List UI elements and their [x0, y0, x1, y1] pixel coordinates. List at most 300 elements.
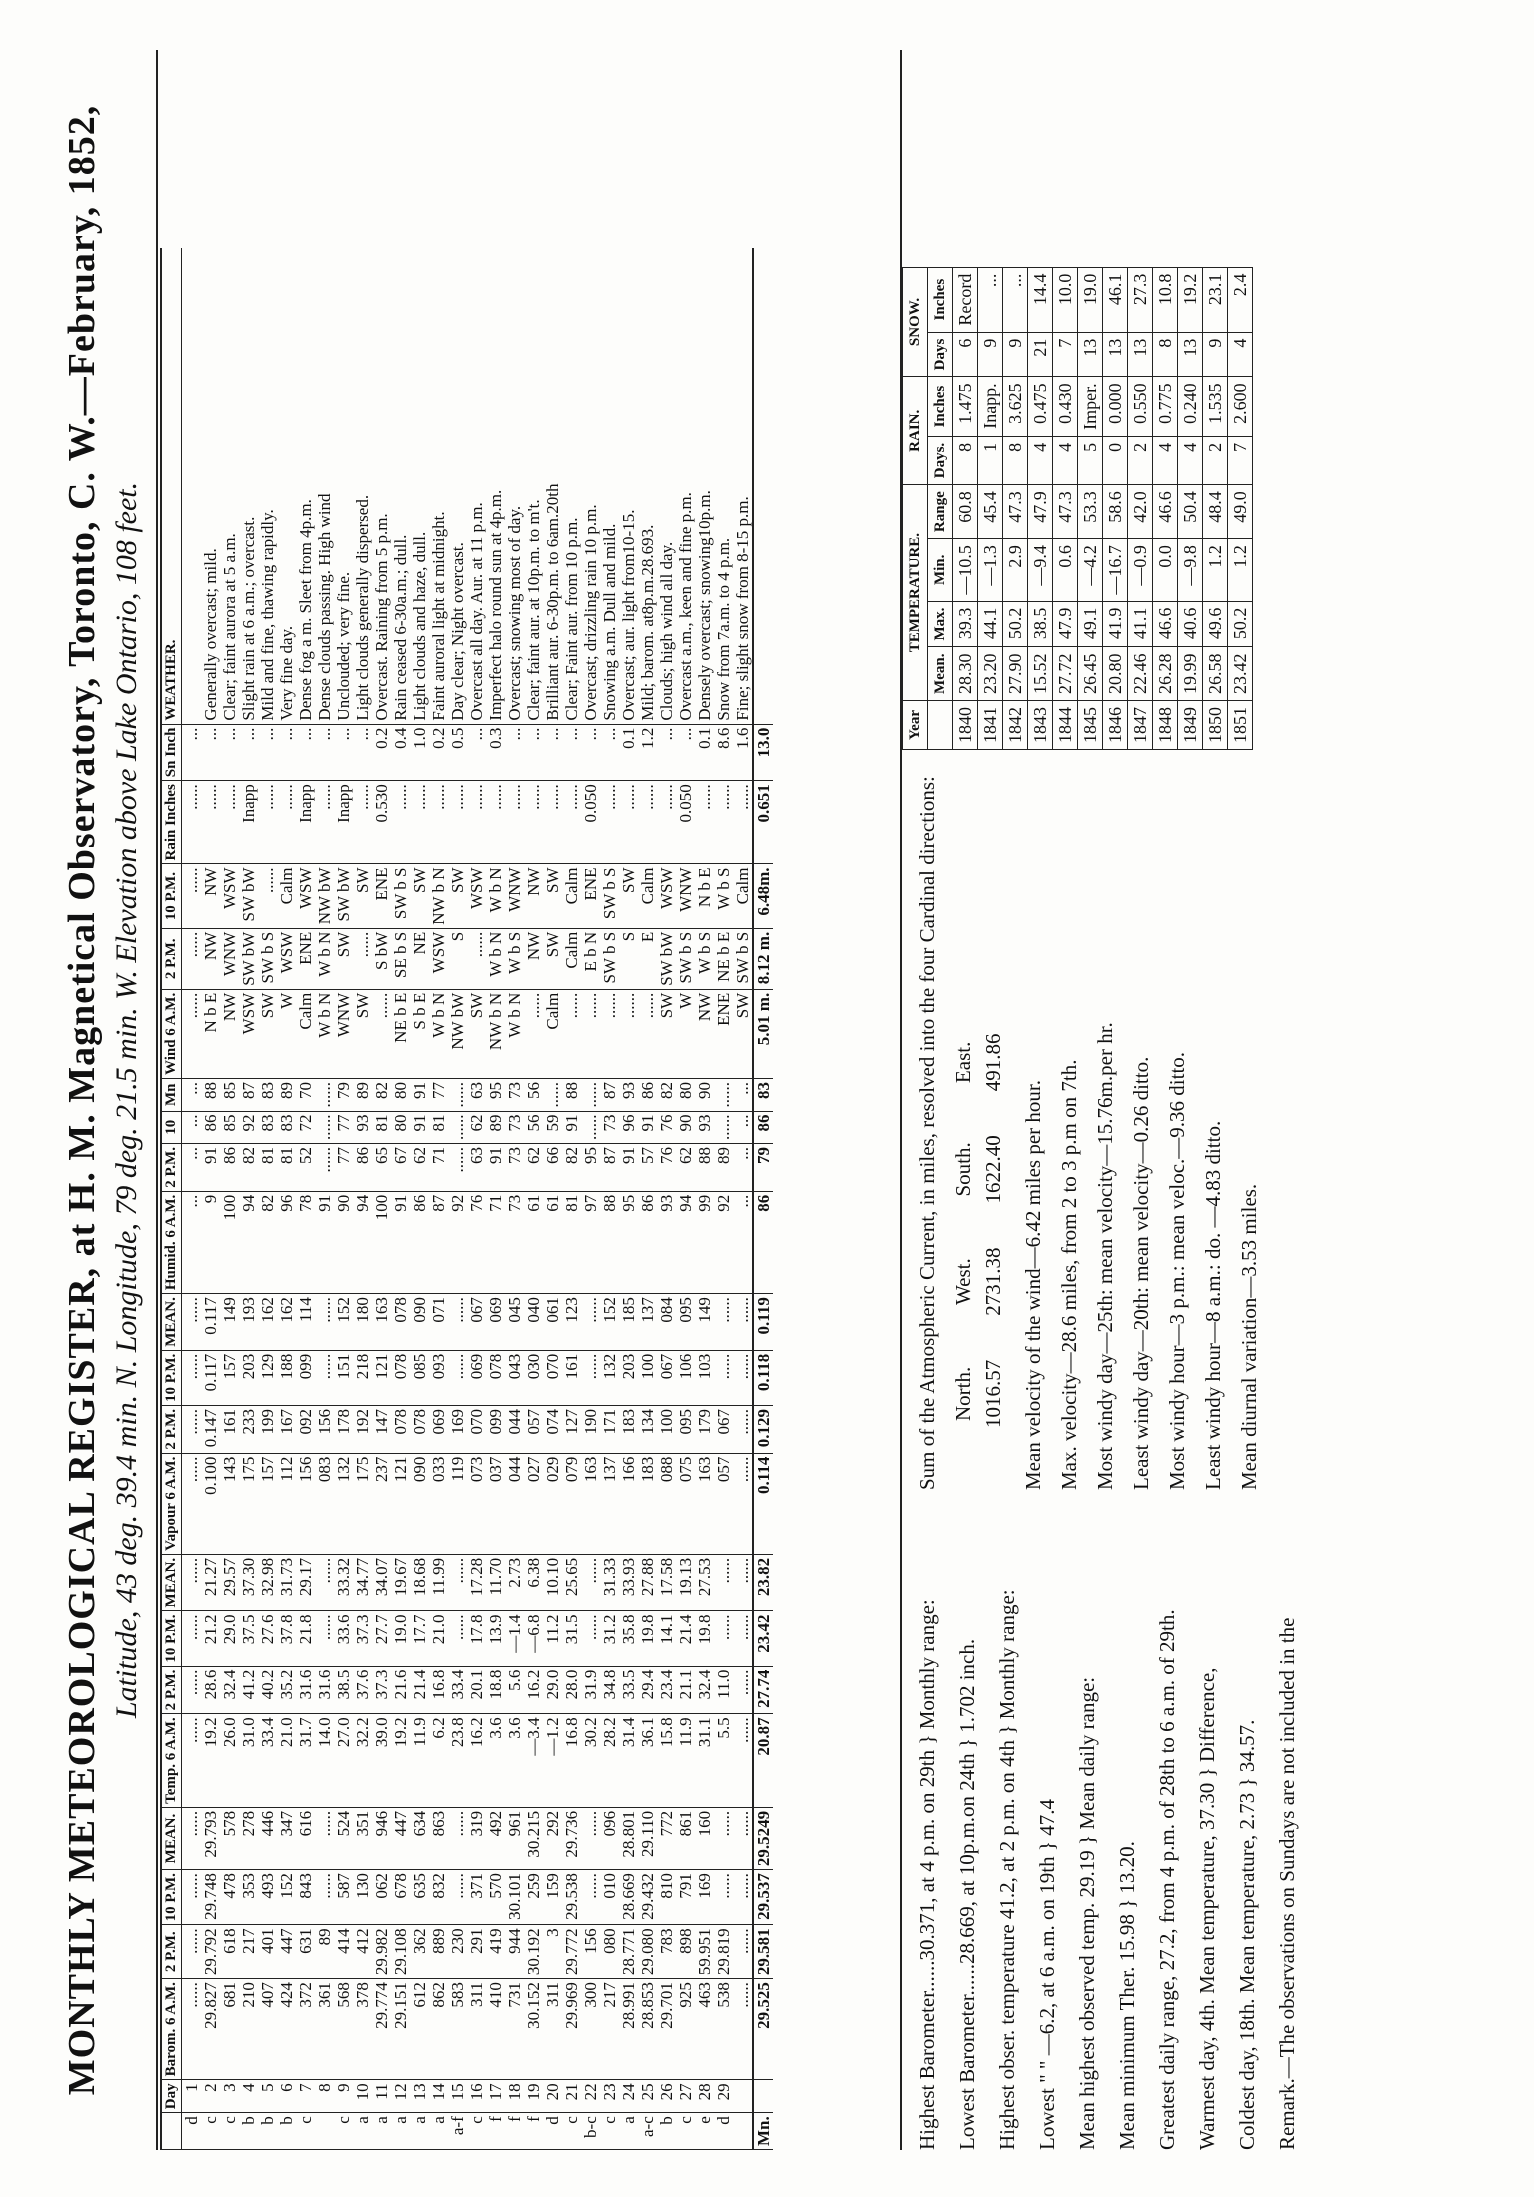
table-cell: W b S [505, 928, 524, 989]
table-cell: 612 [410, 1979, 429, 2080]
table-cell: 37.6 [353, 1666, 372, 1714]
table-cell: —1.4 [505, 1611, 524, 1666]
table-cell: 129 [258, 1350, 277, 1405]
table-cell: Overcast; aur. light from10-15. [619, 248, 638, 725]
table-cell: SW [334, 928, 353, 989]
stats-row [1203, 267, 1228, 749]
table-cell [733, 2080, 753, 2113]
table-cell: ...... [733, 1611, 753, 1666]
table-cell: 0.2 [429, 724, 448, 781]
means-cell: 86 [753, 1111, 773, 1144]
means-cell [753, 248, 773, 725]
table-cell: 91 [391, 1191, 410, 1293]
stats-cell: ... [978, 267, 1003, 332]
table-cell: ...... [733, 1714, 753, 1808]
table-cell: 171 [600, 1405, 619, 1453]
table-cell: 73 [600, 1111, 619, 1144]
table-cell: 27.53 [695, 1554, 714, 1611]
table-cell: 634 [410, 1807, 429, 1869]
table-cell: ...... [505, 781, 524, 864]
table-cell: 088 [657, 1453, 676, 1554]
table-cell: 29.774 [372, 1979, 391, 2080]
table-cell: 13.9 [486, 1611, 505, 1666]
stats-cell: 47.3 [1053, 485, 1078, 539]
stats-cell: 13 [1128, 332, 1153, 377]
table-cell: 94 [676, 1191, 695, 1293]
table-cell: Clear; Faint aur. from 10 p.m. [562, 248, 581, 725]
column-header: Temp. 6 A.M. [161, 1714, 182, 1808]
table-cell: 121 [372, 1350, 391, 1405]
table-cell [733, 2113, 753, 2150]
table-row [638, 248, 657, 2150]
stats-cell: 48.4 [1203, 485, 1228, 539]
table-cell: 16.8 [562, 1714, 581, 1808]
table-row [239, 248, 258, 2150]
means-cell: 20.87 [753, 1714, 773, 1808]
table-cell: 89 [315, 1925, 334, 1979]
table-cell: 075 [676, 1453, 695, 1554]
table-cell: Mild and fine, thawing rapidly. [258, 248, 277, 725]
means-cell: 0.114 [753, 1453, 773, 1554]
table-cell: 40.2 [258, 1666, 277, 1714]
table-cell: 88 [562, 1079, 581, 1112]
table-cell: ...... [714, 1611, 733, 1666]
table-cell: 401 [258, 1925, 277, 1979]
table-cell: ...... [182, 1294, 202, 1351]
table-cell: 378 [353, 1979, 372, 2080]
stats-cell: Imper. [1078, 377, 1103, 437]
note-line: Lowest " " —6.2, at 6 a.m. on 19th } 47.4 [1035, 1799, 1059, 2150]
table-cell: ... [676, 724, 695, 781]
table-cell: 861 [676, 1807, 695, 1869]
table-cell: Clouds; high wind all day. [657, 248, 676, 725]
table-cell: 10.10 [543, 1554, 562, 1611]
table-cell: SW [353, 864, 372, 928]
table-row [714, 248, 733, 2150]
table-cell: 31.0 [239, 1714, 258, 1808]
table-cell: 28.2 [600, 1714, 619, 1808]
stats-cell: 46.6 [1153, 601, 1178, 647]
table-cell: ...... [182, 1714, 202, 1808]
means-cell: Mn. [753, 2113, 773, 2150]
table-cell: 152 [334, 1294, 353, 1351]
table-cell: 190 [581, 1405, 600, 1453]
table-cell: 71 [486, 1191, 505, 1293]
table-cell: 31.73 [277, 1554, 296, 1611]
table-cell: 19.0 [391, 1611, 410, 1666]
table-cell: ...... [182, 1925, 202, 1979]
table-row [600, 248, 619, 2150]
table-cell [182, 248, 202, 725]
table-cell: 73 [505, 1111, 524, 1144]
table-cell: ...... [182, 864, 202, 928]
table-cell: 27.88 [638, 1554, 657, 1611]
table-cell: 39.0 [372, 1714, 391, 1808]
table-cell: 34.77 [353, 1554, 372, 1611]
table-cell: 27 [676, 2080, 695, 2113]
stats-cell: 27.90 [1003, 647, 1028, 701]
table-cell: 078 [391, 1405, 410, 1453]
table-cell: 147 [372, 1405, 391, 1453]
table-cell: 86 [201, 1111, 220, 1144]
table-cell: 16.2 [524, 1666, 543, 1714]
table-cell: 27.7 [372, 1611, 391, 1666]
table-cell: 078 [486, 1350, 505, 1405]
table-cell: ...... [714, 1079, 733, 1112]
table-cell: ...... [258, 864, 277, 928]
table-body [182, 248, 774, 2150]
column-header: 2 P.M. [161, 1144, 182, 1192]
table-header-row [161, 248, 182, 2150]
table-cell: ...... [543, 781, 562, 864]
wind-line: Max. velocity—28.6 miles, from 2 to 3 p.m on 7th. [1057, 1059, 1081, 1490]
table-cell: 37.8 [277, 1611, 296, 1666]
table-cell: a [353, 2113, 372, 2150]
table-cell: NW [220, 989, 239, 1078]
table-cell: ...... [714, 1294, 733, 1351]
table-cell: 22 [581, 2080, 600, 2113]
table-cell: 21.27 [201, 1554, 220, 1611]
table-cell: d [182, 2113, 202, 2150]
table-cell: 092 [296, 1405, 315, 1453]
table-row [391, 248, 410, 2150]
column-header: Barom. 6 A.M. [161, 1979, 182, 2080]
table-cell: W b S [695, 928, 714, 989]
means-cell: 29.581 [753, 1925, 773, 1979]
table-cell: SW [543, 864, 562, 928]
table-cell: 82 [258, 1191, 277, 1293]
table-cell: 9 [334, 2080, 353, 2113]
register-title: MONTHLY METEOROLOGICAL REGISTER, at H. M. Magnetical Observatory, Toronto, C. W.—February, 1852, [61, 104, 103, 2096]
table-cell: 033 [429, 1453, 448, 1554]
table-cell: NW b N [429, 864, 448, 928]
table-cell: Overcast a.m., keen and fine p.m. [676, 248, 695, 725]
stats-cell: 4 [1028, 436, 1053, 484]
stats-body [953, 267, 1253, 749]
table-cell: ...... [562, 781, 581, 864]
table-cell: 073 [467, 1453, 486, 1554]
table-cell: 31.6 [296, 1666, 315, 1714]
table-cell: 19.8 [638, 1611, 657, 1666]
stats-row [953, 267, 978, 749]
table-cell: 0.530 [372, 781, 391, 864]
table-cell: a [429, 2113, 448, 2150]
table-cell: 7 [296, 2080, 315, 2113]
table-cell: c [676, 2113, 695, 2150]
table-row [676, 248, 695, 2150]
table-cell: 783 [657, 1925, 676, 1979]
table-cell: 199 [258, 1405, 277, 1453]
table-cell: 92 [448, 1191, 467, 1293]
stats-cell: 38.5 [1028, 601, 1053, 647]
table-cell: 123 [562, 1294, 581, 1351]
table-cell: 89 [486, 1111, 505, 1144]
table-cell: 31.6 [315, 1666, 334, 1714]
table-cell: Rain ceased 6-30a.m.; dull. [391, 248, 410, 725]
table-cell: 29.772 [562, 1925, 581, 1979]
wind-line: Most windy hour—3 p.m.: mean veloc.—9.36 ditto. [1165, 1051, 1189, 1490]
table-cell: 31.5 [562, 1611, 581, 1666]
table-cell: 38.5 [334, 1666, 353, 1714]
table-cell: SW [410, 864, 429, 928]
table-cell: 1.0 [410, 724, 429, 781]
table-cell: WSW [277, 928, 296, 989]
column-header: Day [161, 2080, 182, 2113]
wind-line: Least windy day—20th: mean velocity—0.26 ditto. [1129, 1056, 1153, 1490]
table-row [505, 248, 524, 2150]
stats-cell: 13 [1078, 332, 1103, 377]
table-cell: 56 [524, 1079, 543, 1112]
table-cell: a [372, 2113, 391, 2150]
table-cell: 21.6 [391, 1666, 410, 1714]
table-cell: 29.819 [714, 1925, 733, 1979]
table-cell: 37.5 [239, 1611, 258, 1666]
table-cell: 29.792 [201, 1925, 220, 1979]
table-cell: SW b S [600, 928, 619, 989]
stats-column-header: Days. [928, 436, 953, 484]
table-row [524, 248, 543, 2150]
stats-cell: 0.475 [1028, 377, 1053, 437]
stats-cell: 49.0 [1228, 485, 1253, 539]
table-cell: Overcast; drizzling rain 10 p.m. [581, 248, 600, 725]
table-cell: W b N [486, 928, 505, 989]
column-header: 2 P.M. [161, 1405, 182, 1453]
table-cell: ...... [182, 1405, 202, 1453]
table-cell: 87 [429, 1191, 448, 1293]
table-cell: ...... [562, 989, 581, 1078]
table-cell: 862 [429, 1979, 448, 2080]
table-cell: 070 [467, 1405, 486, 1453]
table-cell: 946 [372, 1807, 391, 1869]
table-cell: 25 [638, 2080, 657, 2113]
table-cell: SW [448, 864, 467, 928]
stats-cell: 40.6 [1178, 601, 1203, 647]
means-cell: 8.12 m. [753, 928, 773, 989]
table-cell: 493 [258, 1870, 277, 1925]
table-cell: 62 [676, 1144, 695, 1192]
table-cell: 175 [239, 1453, 258, 1554]
table-cell: Calm [638, 864, 657, 928]
table-cell: 76 [657, 1144, 676, 1192]
table-cell: a [619, 2113, 638, 2150]
stats-cell: 2.9 [1003, 539, 1028, 602]
table-row [467, 248, 486, 2150]
means-cell: 79 [753, 1144, 773, 1192]
stats-cell: 47.9 [1028, 485, 1053, 539]
wind-line: Mean diurnal variation—3.53 miles. [1237, 1183, 1261, 1490]
table-cell: 180 [353, 1294, 372, 1351]
table-cell: 87 [239, 1079, 258, 1112]
table-cell: 28.0 [562, 1666, 581, 1714]
table-cell: 944 [505, 1925, 524, 1979]
table-cell: 83 [277, 1111, 296, 1144]
table-cell: 078 [391, 1350, 410, 1405]
table-cell: ...... [733, 1807, 753, 1869]
table-cell: 32.4 [695, 1666, 714, 1714]
table-cell: 21.2 [201, 1611, 220, 1666]
note-line: Highest obser. temperature 41.2, at 2 p.m. on 4th } Monthly range: [995, 1589, 1019, 2150]
table-cell: E [638, 928, 657, 989]
table-cell: 29.0 [543, 1666, 562, 1714]
table-cell: 18.68 [410, 1554, 429, 1611]
direction-value: 491.86 [981, 1033, 1005, 1092]
column-header: WEATHER. [161, 248, 182, 725]
table-row [448, 248, 467, 2150]
table-cell: Calm [733, 864, 753, 928]
table-cell: 0.5 [448, 724, 467, 781]
table-cell: ...... [182, 1979, 202, 2080]
stats-cell: 50.2 [1003, 601, 1028, 647]
table-cell: 731 [505, 1979, 524, 2080]
table-cell: 29.538 [562, 1870, 581, 1925]
table-cell: 0.1 [695, 724, 714, 781]
table-cell: 18 [505, 2080, 524, 2113]
table-cell: 419 [486, 1925, 505, 1979]
table-cell: WNW [334, 989, 353, 1078]
table-cell: W [676, 989, 695, 1078]
table-cell: ...... [581, 1294, 600, 1351]
table-cell: NE [410, 928, 429, 989]
table-cell: 030 [524, 1350, 543, 1405]
table-cell: 203 [619, 1350, 638, 1405]
table-cell: 218 [353, 1350, 372, 1405]
table-cell: 230 [448, 1925, 467, 1979]
table-cell: 095 [676, 1294, 695, 1351]
table-cell: ...... [733, 1979, 753, 2080]
stats-cell: 9 [978, 332, 1003, 377]
table-cell: Unclouded; very fine. [334, 248, 353, 725]
stats-cell: 9 [1203, 332, 1228, 377]
table-cell: ...... [182, 989, 202, 1078]
table-cell: NE b E [391, 989, 410, 1078]
table-cell: WSW [239, 989, 258, 1078]
table-cell: 82 [372, 1079, 391, 1112]
table-cell: 56 [524, 1111, 543, 1144]
table-cell: NW b N [486, 989, 505, 1078]
table-cell: SW b S [391, 864, 410, 928]
table-cell: 160 [695, 1807, 714, 1869]
table-cell: 127 [562, 1405, 581, 1453]
table-cell: 81 [562, 1191, 581, 1293]
table-cell: 143 [220, 1453, 239, 1554]
stats-cell: 1850 [1203, 701, 1228, 750]
table-cell: 83 [258, 1111, 277, 1144]
table-cell: 11.9 [410, 1714, 429, 1808]
table-cell: 0.2 [372, 724, 391, 781]
table-cell: ...... [733, 781, 753, 864]
table-cell: 043 [505, 1350, 524, 1405]
note-line: Mean minimum Ther. 15.98 } 13.20. [1115, 1841, 1139, 2150]
table-cell: 19.67 [391, 1554, 410, 1611]
table-cell: ...... [315, 781, 334, 864]
table-cell: f [486, 2113, 505, 2150]
table-cell: 463 [695, 1979, 714, 2080]
table-cell: ... [315, 724, 334, 781]
note-line: Remark.—The observations on Sundays are not included in the [1275, 1617, 1299, 2150]
table-cell: 94 [353, 1191, 372, 1293]
table-cell: 17.58 [657, 1554, 676, 1611]
table-cell: 319 [467, 1807, 486, 1869]
table-cell: 447 [277, 1925, 296, 1979]
table-cell: 34.8 [600, 1666, 619, 1714]
table-cell: 30.192 [524, 1925, 543, 1979]
stats-cell: 2.600 [1228, 377, 1253, 437]
stats-cell: 49.1 [1078, 601, 1103, 647]
table-cell: ... [733, 1111, 753, 1144]
table-cell: 149 [695, 1294, 714, 1351]
table-cell: 090 [410, 1294, 429, 1351]
table-cell: 73 [505, 1191, 524, 1293]
table-cell: 010 [600, 1870, 619, 1925]
table-cell: 099 [486, 1405, 505, 1453]
table-cell: 80 [676, 1079, 695, 1112]
table-cell: Faint auroral light at midnight. [429, 248, 448, 725]
table-cell: ... [600, 724, 619, 781]
direction-label: North. [951, 1366, 975, 1421]
stats-cell: 27.72 [1053, 647, 1078, 701]
table-cell: ...... [733, 1666, 753, 1714]
column-header: 10 P.M. [161, 1870, 182, 1925]
stats-row [1103, 267, 1128, 749]
table-cell: 78 [296, 1191, 315, 1293]
table-row [410, 248, 429, 2150]
table-cell: ...... [315, 1807, 334, 1869]
table-cell: Inapp [334, 781, 353, 864]
column-header: 2 P.M. [161, 1666, 182, 1714]
table-cell: WNW [505, 864, 524, 928]
stats-cell: 50.4 [1178, 485, 1203, 539]
table-cell: 19.8 [695, 1611, 714, 1666]
table-cell: 183 [619, 1405, 638, 1453]
table-cell: 100 [220, 1191, 239, 1293]
table-cell: ...... [581, 1807, 600, 1869]
table-cell: 33.5 [619, 1666, 638, 1714]
table-cell: 88 [695, 1144, 714, 1192]
table-cell: NW [524, 864, 543, 928]
table-cell: 410 [486, 1979, 505, 2080]
column-header: MEAN. [161, 1807, 182, 1869]
table-cell: ...... [619, 989, 638, 1078]
table-row [220, 248, 239, 2150]
table-cell: ...... [714, 1870, 733, 1925]
wind-notes [912, 770, 1270, 1490]
table-cell: S bW [372, 928, 391, 989]
wind-line: Least windy hour—8 a.m.: do. —4.83 ditto. [1201, 1120, 1225, 1490]
stats-column-header: Days [928, 332, 953, 377]
table-cell: SW [657, 989, 676, 1078]
stats-group-label: SNOW. [903, 267, 928, 377]
table-cell: 067 [657, 1350, 676, 1405]
table-cell: ... [182, 1144, 202, 1192]
stats-column-header [928, 701, 953, 750]
direction-value: 1016.57 [981, 1359, 1005, 1428]
table-cell: 37.3 [372, 1666, 391, 1714]
table-cell: 12 [391, 2080, 410, 2113]
table-cell: 161 [220, 1405, 239, 1453]
table-cell: 114 [296, 1294, 315, 1351]
means-cell: 86 [753, 1191, 773, 1293]
summary-section [900, 50, 1422, 2150]
table-cell: 28.801 [619, 1807, 638, 1869]
stats-row [1228, 267, 1253, 749]
table-cell: 11.2 [543, 1611, 562, 1666]
table-cell: 188 [277, 1350, 296, 1405]
stats-row [1053, 267, 1078, 749]
table-cell: W b N [505, 989, 524, 1078]
table-cell: 20 [543, 2080, 562, 2113]
table-cell: ...... [524, 781, 543, 864]
table-cell: Inapp [239, 781, 258, 864]
